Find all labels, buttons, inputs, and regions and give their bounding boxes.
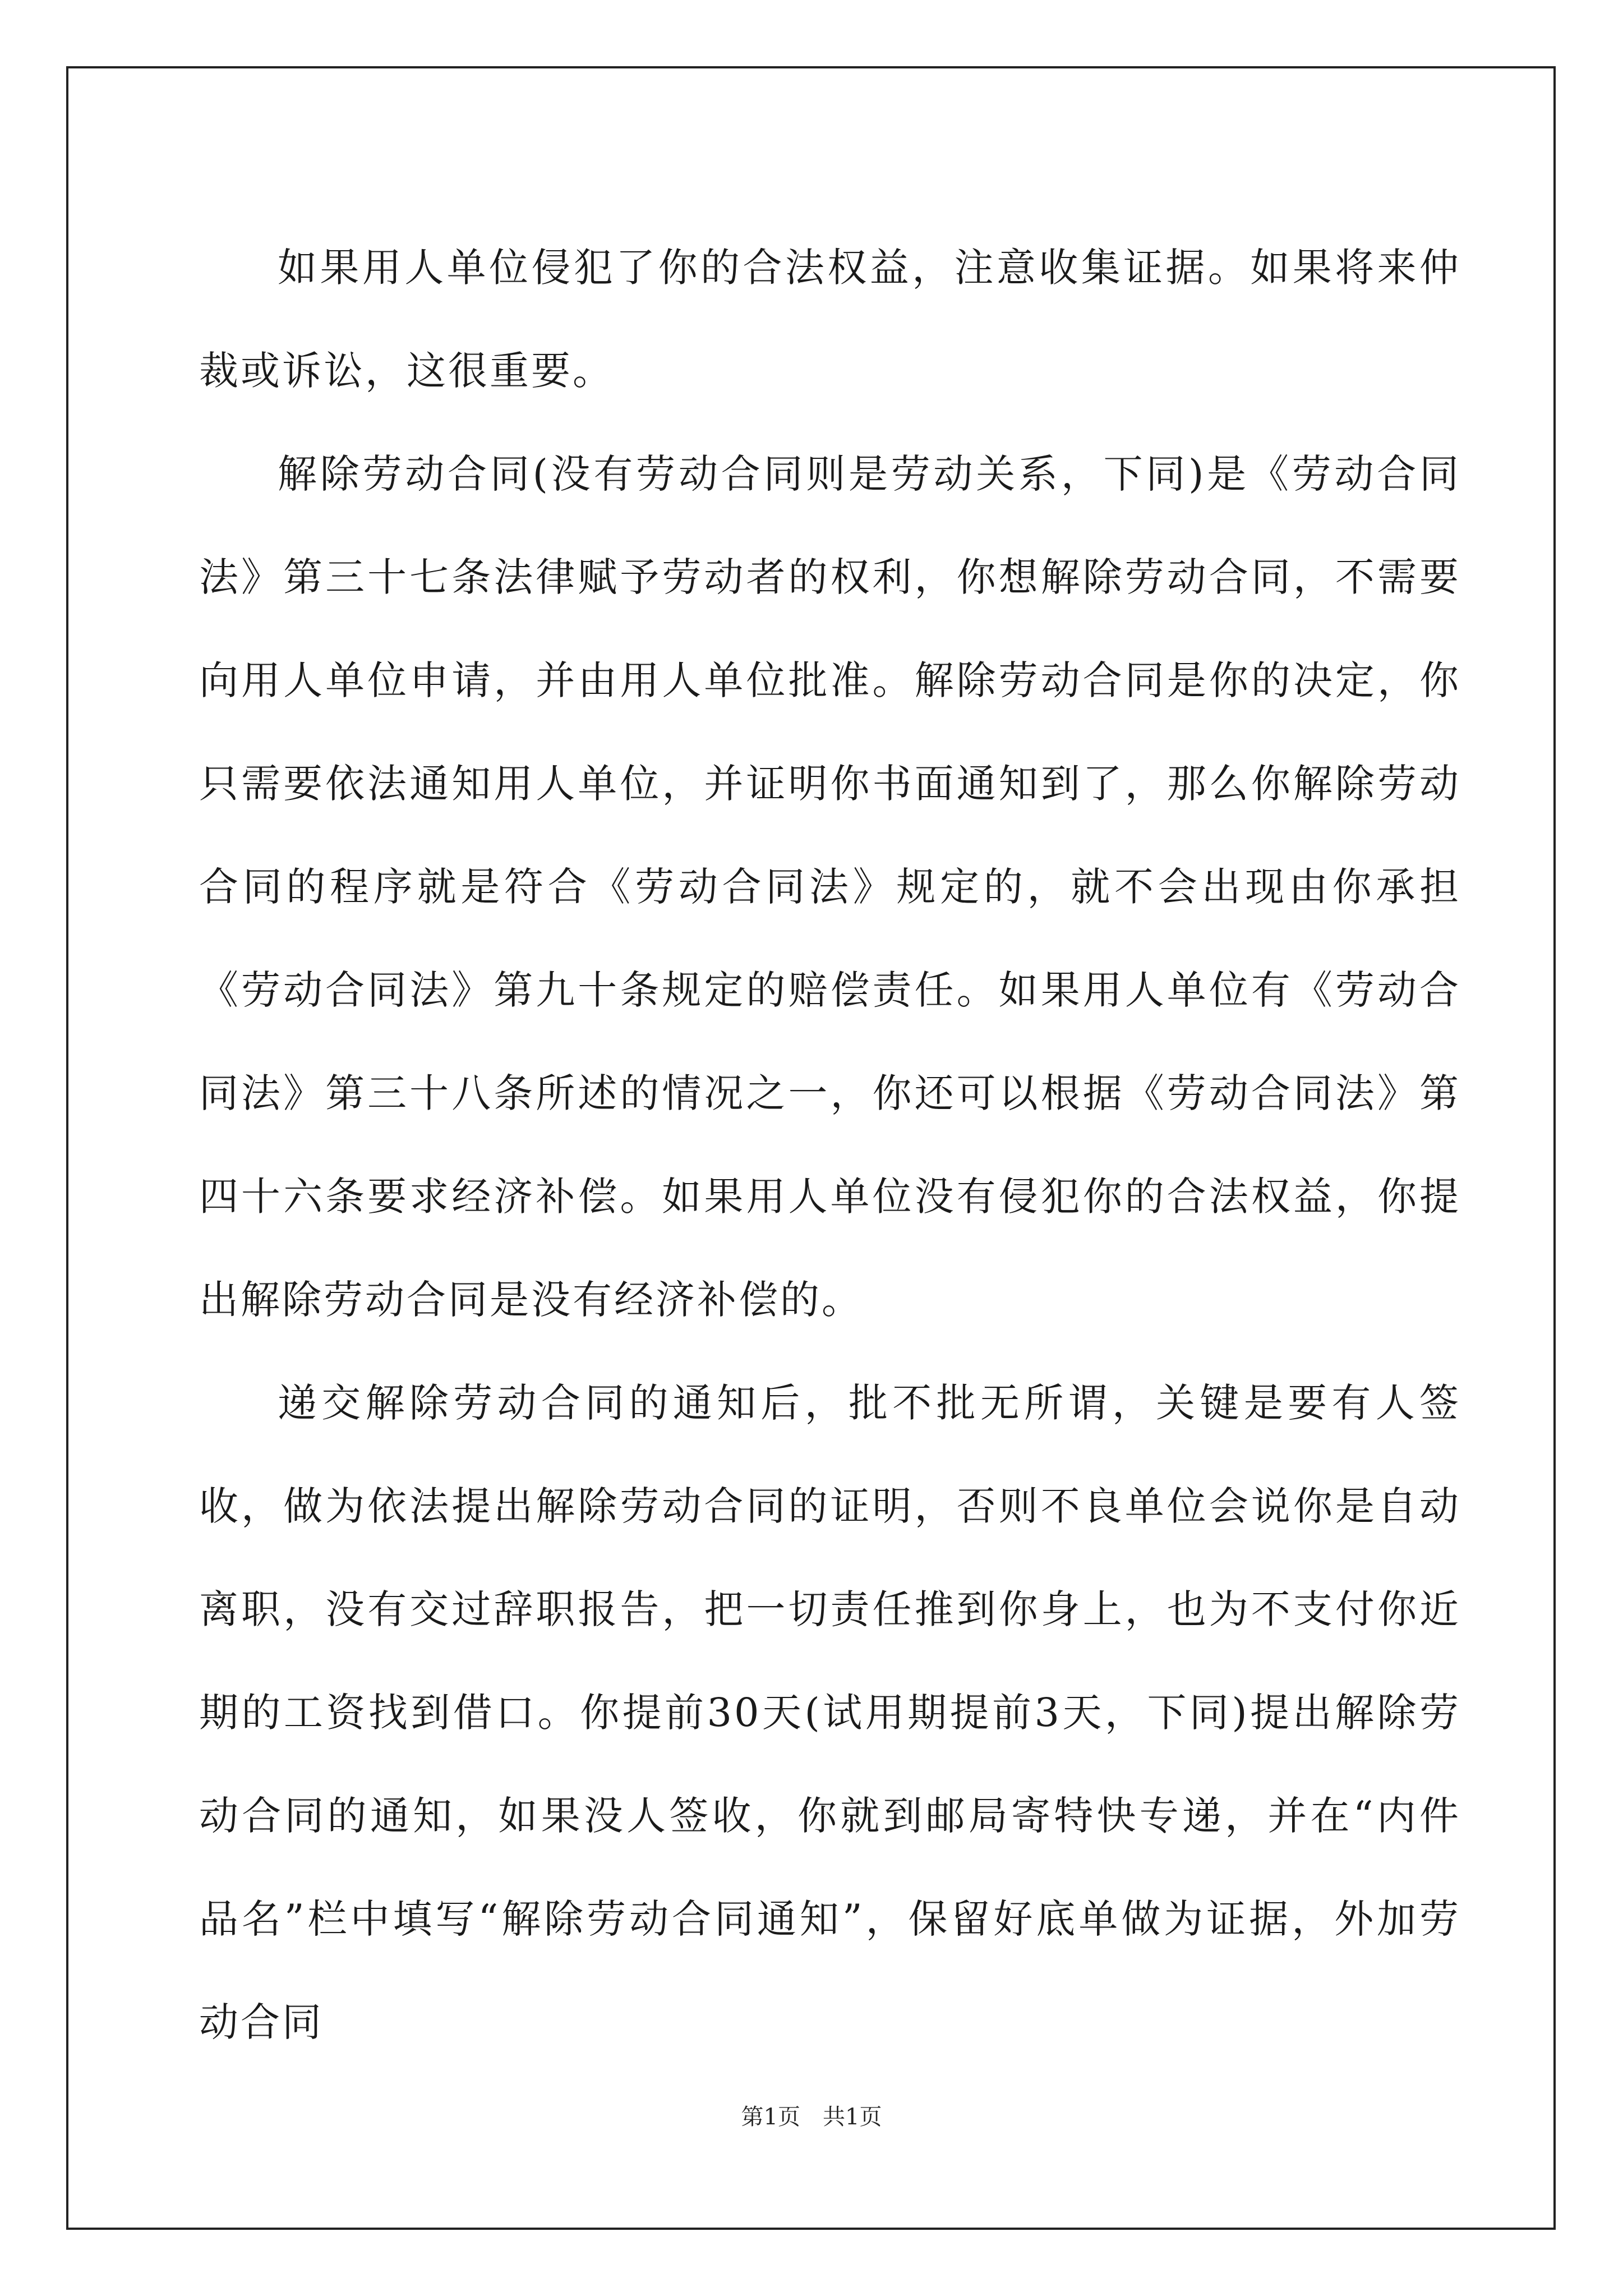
page-number: 第1页 (741, 2104, 800, 2130)
page-footer (0, 2099, 1623, 2131)
paragraph-termination-rights: 解除劳动合同(没有劳动合同则是劳动关系，下同)是《劳动合同法》第三十七条法律赋予劳动者的权利，你想解除劳动合同，不需要向用人单位申请，并由用人单位批准。解除劳动合同是你的决定，你只需要依法通知用人单位，并证明你书面通知到了，那么你解除劳动合同的程序就是符合《劳动合同法》规定的，就不会出现由你承担《劳动合同法》第九十条规定的赔偿责任。如果用人单位有《劳动合同法》第三十八条所述的情况之一，你还可以根据《劳动合同法》第四十六条要求经济补偿。如果用人单位没有侵犯你的合法权益，你提出解除劳动合同是没有经济补偿的。 (199, 451, 1461, 1323)
page-total: 共1页 (823, 2104, 882, 2130)
document-body (199, 216, 1461, 2074)
paragraph-notice-delivery: 递交解除劳动合同的通知后，批不批无所谓，关键是要有人签收，做为依法提出解除劳动合同的证明，否则不良单位会说你是自动离职，没有交过辞职报告，把一切责任推到你身上，也为不支付你近期的工资找到借口。你提前30天(试用期提前3天，下同)提出解除劳动合同的通知，如果没人签收，你就到邮局寄特快专递，并在“内件品名”栏中填写“解除劳动合同通知”，保留好底单做为证据，外加劳动合同 (199, 1380, 1461, 2045)
paragraph-evidence: 如果用人单位侵犯了你的合法权益，注意收集证据。如果将来仲裁或诉讼，这很重要。 (199, 245, 1461, 394)
